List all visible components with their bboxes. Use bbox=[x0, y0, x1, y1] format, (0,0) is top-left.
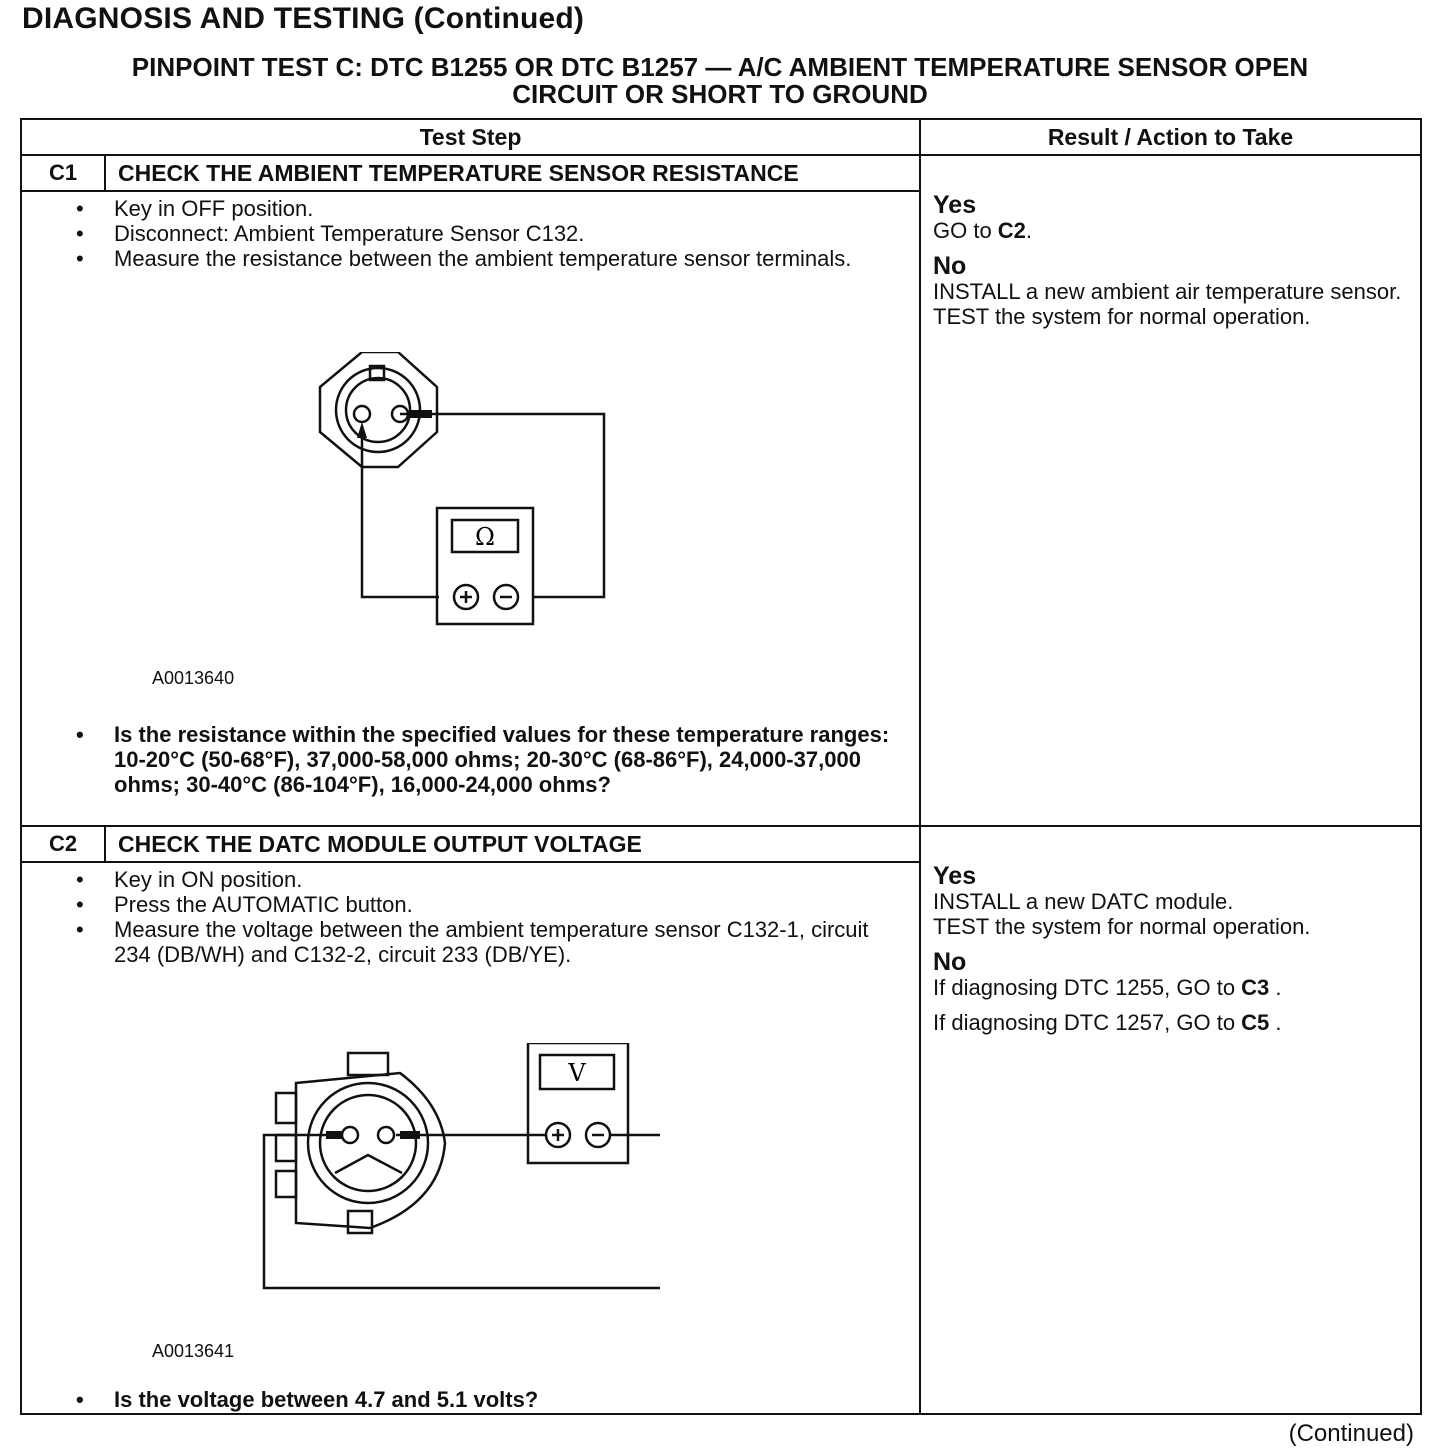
page-title: DIAGNOSIS AND TESTING (Continued) bbox=[22, 2, 585, 35]
step-link-c2[interactable]: C2 bbox=[997, 218, 1026, 243]
meter-lead-negative bbox=[400, 414, 604, 597]
yes-label: Yes bbox=[933, 191, 977, 219]
voltage-test-diagram bbox=[240, 1043, 660, 1303]
step-c2-cell bbox=[21, 826, 920, 1414]
pinpoint-test-heading bbox=[40, 54, 1400, 108]
instruction-item: • Press the AUTOMATIC button. bbox=[114, 892, 899, 917]
instruction-item: • Disconnect: Ambient Temperature Sensor C132. bbox=[114, 221, 899, 246]
no-action: TEST the system for normal operation. bbox=[933, 304, 1311, 329]
instruction-item: • Measure the resistance between the ambient temperature sensor terminals. bbox=[114, 246, 899, 271]
step-id: C1 bbox=[22, 156, 106, 190]
subtitle-line-1: PINPOINT TEST C: DTC B1255 OR DTC B1257 — A/C AMBIENT TEMPERATURE SENSOR OPEN bbox=[131, 52, 1309, 82]
step-c1-body bbox=[22, 192, 919, 825]
step-id: C2 bbox=[22, 827, 106, 861]
yes-action: TEST the system for normal operation. bbox=[933, 914, 1311, 939]
sensor-terminal-1 bbox=[354, 406, 370, 422]
no-label: No bbox=[933, 252, 967, 280]
step-c2-result bbox=[920, 826, 1421, 1414]
sensor-terminal-1 bbox=[342, 1127, 358, 1143]
step-link-c5[interactable]: C5 bbox=[1241, 1010, 1270, 1035]
instruction-item: • Measure the voltage between the ambient temperature sensor C132-1, circuit 234 (DB/WH) and C132-2, circuit 233 (DB/YE). bbox=[114, 917, 899, 967]
no-action: If diagnosing DTC 1257, GO to C5 . bbox=[933, 1010, 1282, 1035]
no-action: INSTALL a new ambient air temperature sensor. bbox=[933, 279, 1402, 304]
question: • Is the resistance within the specified values for these temperature ranges: 10-20°C (50-68°F), 37,000-58,000 ohms; 20-30°C (68-86°F), 24,000-37,000 ohms; 30-40°C (86-104°F), 16,000-24,000 ohms? bbox=[114, 722, 899, 797]
sensor-connector-inner bbox=[320, 1095, 416, 1191]
column-header-result: Result / Action to Take bbox=[920, 119, 1421, 155]
sensor-connector-outer bbox=[308, 1083, 428, 1203]
figure-id: A0013641 bbox=[152, 1341, 235, 1361]
no-label: No bbox=[933, 948, 967, 976]
subtitle-line-2: CIRCUIT OR SHORT TO GROUND bbox=[512, 79, 928, 109]
pinpoint-test-table bbox=[20, 118, 1422, 1415]
instruction-item: • Key in OFF position. bbox=[114, 196, 899, 221]
step-c1-result bbox=[920, 155, 1421, 826]
sensor-terminal-2 bbox=[378, 1127, 394, 1143]
figure-id: A0013640 bbox=[152, 668, 235, 688]
question: • Is the voltage between 4.7 and 5.1 volts? bbox=[114, 1387, 899, 1412]
instruction-item: • Key in ON position. bbox=[114, 867, 899, 892]
continued-note: (Continued) bbox=[1288, 1420, 1414, 1447]
volt-symbol: V bbox=[568, 1059, 586, 1087]
step-c1-instructions bbox=[22, 192, 919, 271]
yes-label: Yes bbox=[933, 862, 977, 890]
step-c2-question bbox=[22, 1387, 919, 1412]
yes-action: GO to C2. bbox=[933, 218, 1033, 243]
ohm-symbol: Ω bbox=[475, 523, 495, 551]
step-c1-question bbox=[22, 722, 919, 797]
no-action: If diagnosing DTC 1255, GO to C3 . bbox=[933, 975, 1282, 1000]
step-c1-cell bbox=[21, 155, 920, 826]
step-c2-header bbox=[22, 827, 919, 863]
step-c2-instructions bbox=[22, 863, 919, 967]
step-title: CHECK THE AMBIENT TEMPERATURE SENSOR RESISTANCE bbox=[118, 160, 799, 186]
column-header-test-step: Test Step bbox=[21, 119, 920, 155]
step-title: CHECK THE DATC MODULE OUTPUT VOLTAGE bbox=[118, 831, 642, 857]
step-c1-header bbox=[22, 156, 919, 192]
resistance-test-diagram bbox=[282, 352, 622, 642]
step-link-c3[interactable]: C3 bbox=[1241, 975, 1270, 1000]
yes-action: INSTALL a new DATC module. bbox=[933, 889, 1234, 914]
step-c2-body bbox=[22, 863, 919, 1413]
